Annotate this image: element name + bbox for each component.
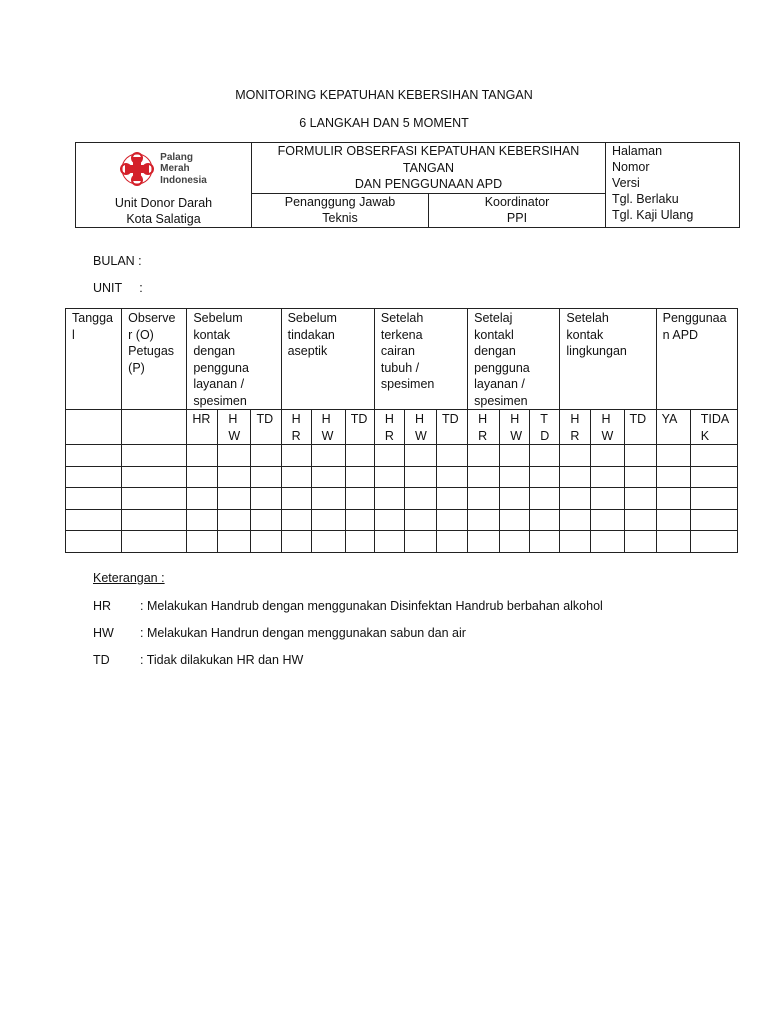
sub-header-cell: H R — [560, 410, 591, 445]
red-cross-icon — [120, 152, 154, 186]
table-cell[interactable] — [374, 445, 404, 467]
table-cell[interactable] — [311, 445, 345, 467]
table-cell[interactable] — [187, 509, 218, 531]
sub-header-cell: HR — [187, 410, 218, 445]
sub-header-cell: H R — [281, 410, 311, 445]
table-cell[interactable] — [404, 488, 436, 510]
observation-table — [65, 308, 738, 553]
unit-name: Unit Donor Darah — [114, 195, 213, 210]
table-cell[interactable] — [530, 445, 560, 467]
form-header-table — [75, 142, 740, 228]
form-title-line: FORMULIR OBSERFASI KEPATUHAN KEBERSIHAN TANGAN — [277, 144, 580, 175]
document-title: MONITORING KEPATUHAN KEBERSIHAN TANGAN — [235, 88, 533, 102]
table-row — [66, 445, 738, 467]
sub-header-cell: T D — [530, 410, 560, 445]
sub-header-cell: TIDA K — [690, 410, 737, 445]
table-cell[interactable] — [218, 509, 251, 531]
table-cell[interactable] — [187, 445, 218, 467]
sub-empty — [66, 410, 122, 445]
header-observer: Observe r (O) Petugas (P) — [122, 309, 187, 410]
table-cell[interactable] — [468, 509, 500, 531]
table-cell[interactable] — [251, 445, 281, 467]
table-cell[interactable] — [530, 509, 560, 531]
header-setelah-cairan: Setelah terkena cairan tubuh / spesimen — [374, 309, 467, 410]
table-cell[interactable] — [437, 488, 468, 510]
table-cell[interactable] — [530, 488, 560, 510]
table-cell[interactable] — [66, 509, 122, 531]
table-cell[interactable] — [218, 488, 251, 510]
table-cell[interactable] — [624, 445, 656, 467]
table-cell[interactable] — [251, 531, 281, 553]
table-cell[interactable] — [591, 445, 624, 467]
table-cell[interactable] — [187, 531, 218, 553]
table-cell[interactable] — [500, 445, 530, 467]
table-cell[interactable] — [374, 466, 404, 488]
logo-text-line: Indonesia — [160, 174, 207, 186]
table-cell[interactable] — [66, 466, 122, 488]
table-cell[interactable] — [122, 531, 187, 553]
table-cell[interactable] — [560, 466, 591, 488]
table-cell[interactable] — [374, 531, 404, 553]
table-cell[interactable] — [66, 531, 122, 553]
table-cell[interactable] — [690, 466, 737, 488]
header-setelaj-kontak: Setelaj kontakl dengan pengguna layanan / spesimen — [468, 309, 560, 410]
table-cell[interactable] — [468, 466, 500, 488]
sub-header-cell: H R — [374, 410, 404, 445]
table-row — [66, 509, 738, 531]
table-cell[interactable] — [560, 531, 591, 553]
table-cell[interactable] — [281, 445, 311, 467]
table-cell[interactable] — [690, 445, 737, 467]
unit-label: UNIT : — [93, 281, 143, 295]
sub-header-cell: H W — [591, 410, 624, 445]
table-cell[interactable] — [656, 509, 690, 531]
table-cell[interactable] — [281, 509, 311, 531]
logo-text-line: Palang — [160, 151, 193, 163]
table-cell[interactable] — [404, 509, 436, 531]
table-cell[interactable] — [500, 466, 530, 488]
meta-nomor: Nomor — [612, 160, 650, 174]
koordinator-cell — [429, 193, 606, 227]
table-cell[interactable] — [404, 445, 436, 467]
table-cell[interactable] — [656, 531, 690, 553]
table-cell[interactable] — [218, 531, 251, 553]
sub-empty — [122, 410, 187, 445]
table-cell[interactable] — [656, 488, 690, 510]
table-cell[interactable] — [251, 509, 281, 531]
document-meta-cell — [606, 143, 740, 228]
table-cell[interactable] — [560, 509, 591, 531]
pmi-logo — [120, 149, 207, 189]
sub-header-cell: H W — [404, 410, 436, 445]
meta-versi: Versi — [612, 176, 640, 190]
table-cell[interactable] — [437, 531, 468, 553]
table-row — [66, 466, 738, 488]
form-title-cell — [252, 143, 606, 194]
table-cell[interactable] — [345, 466, 374, 488]
penanggung-jawab-cell — [252, 193, 429, 227]
table-row — [66, 488, 738, 510]
table-cell[interactable] — [218, 466, 251, 488]
table-cell[interactable] — [345, 488, 374, 510]
table-cell[interactable] — [122, 488, 187, 510]
form-title-line: DAN PENGGUNAAN APD — [354, 177, 503, 191]
table-cell[interactable] — [251, 488, 281, 510]
table-cell[interactable] — [281, 488, 311, 510]
sub-header-cell: H W — [500, 410, 530, 445]
table-cell[interactable] — [437, 445, 468, 467]
table-cell[interactable] — [530, 531, 560, 553]
table-cell[interactable] — [591, 509, 624, 531]
header-tanggal: Tangga l — [66, 309, 122, 410]
table-cell[interactable] — [187, 488, 218, 510]
table-cell[interactable] — [122, 466, 187, 488]
table-cell[interactable] — [560, 488, 591, 510]
header-sebelum-kontak: Sebelum kontak dengan pengguna layanan / spesimen — [187, 309, 281, 410]
table-cell[interactable] — [311, 466, 345, 488]
table-cell[interactable] — [530, 466, 560, 488]
table-cell[interactable] — [591, 531, 624, 553]
table-cell[interactable] — [187, 466, 218, 488]
table-cell[interactable] — [374, 509, 404, 531]
keterangan-item-hr: HR : Melakukan Handrub dengan menggunakan Disinfektan Handrub berbahan alkohol — [93, 599, 603, 613]
logo-text-line: Merah — [160, 163, 190, 175]
sub-header-cell: TD — [345, 410, 374, 445]
pj-line: Teknis — [322, 211, 358, 225]
keterangan-heading: Keterangan : — [93, 571, 165, 585]
table-cell[interactable] — [311, 509, 345, 531]
table-cell[interactable] — [122, 509, 187, 531]
table-cell[interactable] — [404, 531, 436, 553]
table-cell[interactable] — [624, 488, 656, 510]
sub-header-cell: TD — [251, 410, 281, 445]
group-header-row — [66, 309, 738, 410]
table-cell[interactable] — [560, 445, 591, 467]
table-cell[interactable] — [311, 488, 345, 510]
table-cell[interactable] — [591, 488, 624, 510]
table-cell[interactable] — [311, 531, 345, 553]
table-cell[interactable] — [500, 488, 530, 510]
table-cell[interactable] — [591, 466, 624, 488]
koord-line: Koordinator — [484, 194, 550, 209]
pj-line: Penanggung Jawab — [284, 194, 396, 209]
sub-header-cell: TD — [437, 410, 468, 445]
table-cell[interactable] — [281, 466, 311, 488]
table-cell[interactable] — [690, 531, 737, 553]
table-cell[interactable] — [500, 531, 530, 553]
table-cell[interactable] — [345, 445, 374, 467]
keterangan-item-hw: HW : Melakukan Handrun dengan menggunakan sabun dan air — [93, 626, 466, 640]
document-subtitle: 6 LANGKAH DAN 5 MOMENT — [299, 116, 469, 130]
table-cell[interactable] — [624, 466, 656, 488]
table-cell[interactable] — [468, 445, 500, 467]
table-cell[interactable] — [404, 466, 436, 488]
table-cell[interactable] — [690, 488, 737, 510]
sub-header-cell: YA — [656, 410, 690, 445]
table-cell[interactable] — [500, 509, 530, 531]
meta-tgl-berlaku: Tgl. Berlaku — [612, 192, 679, 206]
table-cell[interactable] — [624, 531, 656, 553]
sub-header-cell: H W — [311, 410, 345, 445]
table-cell[interactable] — [345, 531, 374, 553]
logo-cell — [76, 143, 252, 228]
table-cell[interactable] — [624, 509, 656, 531]
koord-line: PPI — [506, 211, 528, 225]
table-cell[interactable] — [437, 466, 468, 488]
table-cell[interactable] — [345, 509, 374, 531]
table-cell[interactable] — [281, 531, 311, 553]
table-cell[interactable] — [690, 509, 737, 531]
table-cell[interactable] — [122, 445, 187, 467]
table-row — [66, 531, 738, 553]
table-cell[interactable] — [468, 531, 500, 553]
table-cell[interactable] — [66, 445, 122, 467]
table-cell[interactable] — [656, 466, 690, 488]
keterangan-item-td: TD : Tidak dilakukan HR dan HW — [93, 653, 304, 667]
sub-header-cell: H R — [468, 410, 500, 445]
table-cell[interactable] — [66, 488, 122, 510]
table-cell[interactable] — [656, 445, 690, 467]
bulan-label: BULAN : — [93, 254, 142, 268]
header-setelah-lingkungan: Setelah kontak lingkungan — [560, 309, 656, 410]
header-sebelum-tindakan: Sebelum tindakan aseptik — [281, 309, 374, 410]
sub-header-cell: TD — [624, 410, 656, 445]
table-cell[interactable] — [468, 488, 500, 510]
header-penggunaan-apd: Penggunaa n APD — [656, 309, 737, 410]
sub-header-row — [66, 410, 738, 445]
unit-city: Kota Salatiga — [126, 211, 201, 226]
table-cell[interactable] — [218, 445, 251, 467]
sub-header-cell: H W — [218, 410, 251, 445]
meta-halaman: Halaman — [612, 144, 663, 158]
table-cell[interactable] — [374, 488, 404, 510]
meta-tgl-kaji-ulang: Tgl. Kaji Ulang — [612, 208, 694, 222]
table-cell[interactable] — [437, 509, 468, 531]
table-cell[interactable] — [251, 466, 281, 488]
